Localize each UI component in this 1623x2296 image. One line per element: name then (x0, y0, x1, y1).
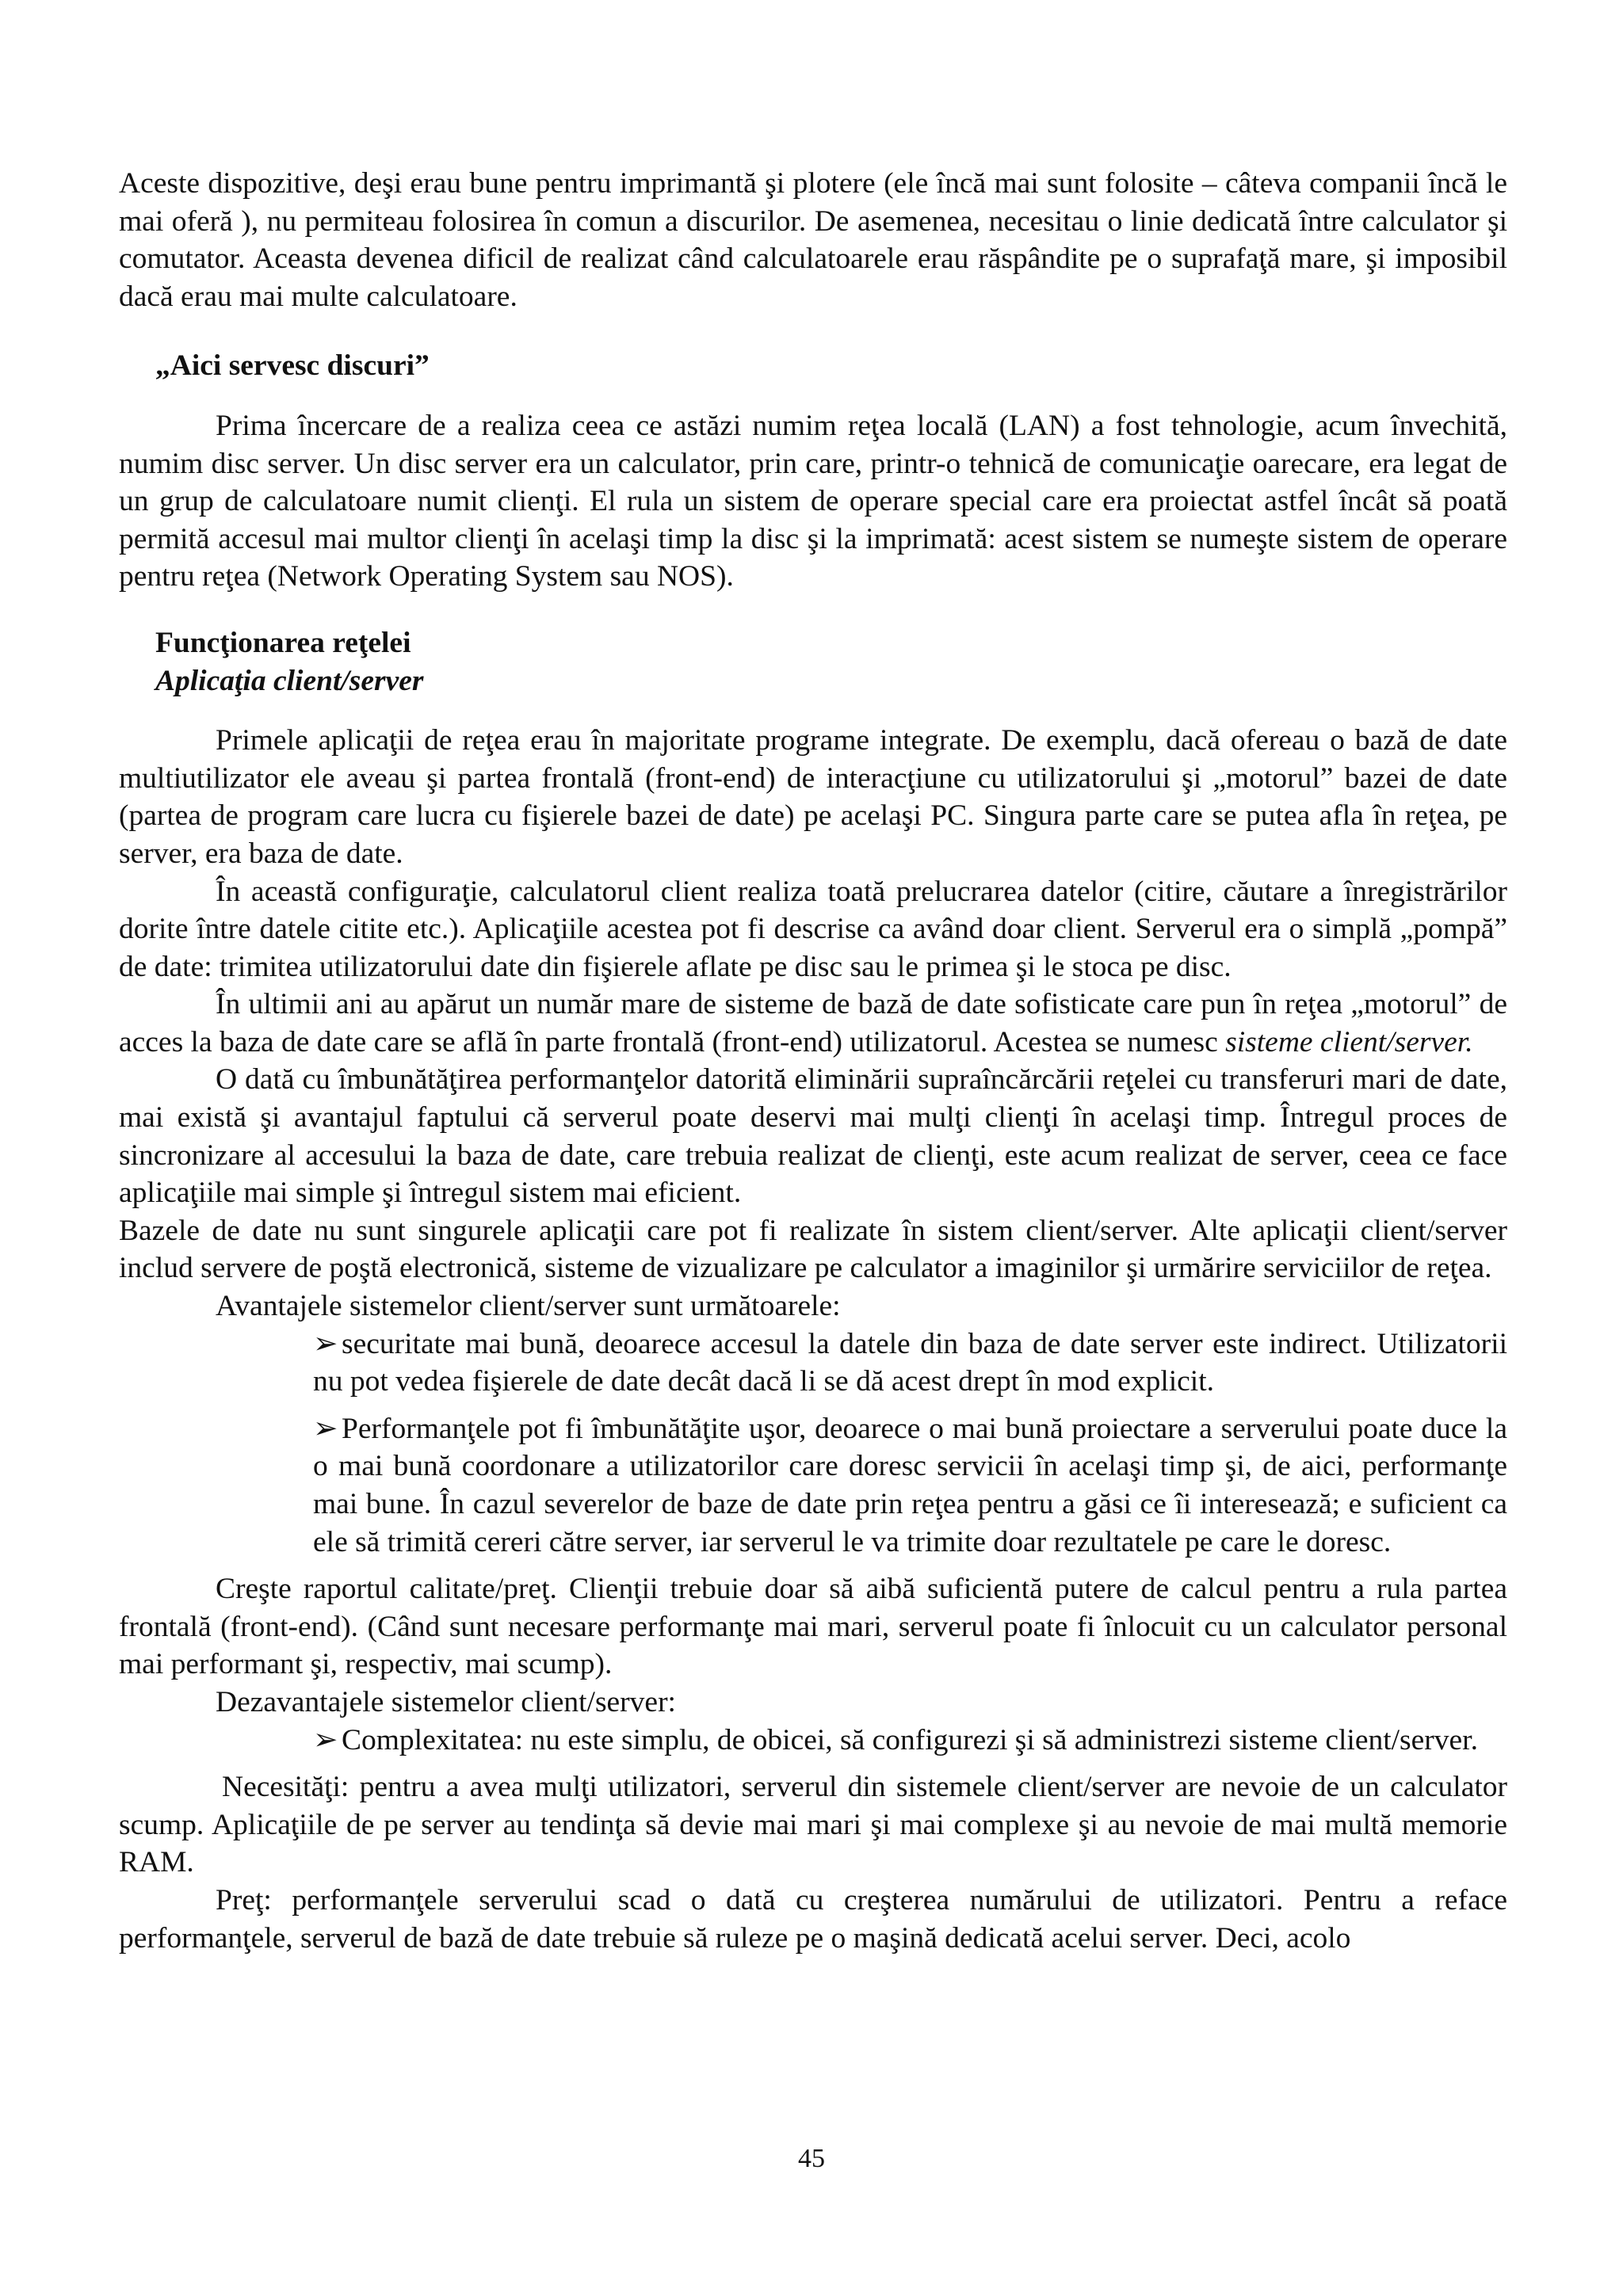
heading-disk-servers: „Aici servesc discuri” (155, 349, 430, 383)
bullet-complexity-text: Complexitatea: nu este simplu, de obicei, să configurezi şi să administrezi sisteme client/server. (342, 1723, 1478, 1756)
paragraph-advantages-intro: Avantajele sistemelor client/server sunt următoarele: (216, 1290, 841, 1323)
client-server-term: sisteme client/server. (1225, 1025, 1473, 1058)
paragraph-databases: Bazele de date nu sunt singurele aplicaţii care pot fi realizate în sistem client/server. Alte aplicaţii client/server includ servere de poştă electronică, sisteme de vizualizare pe calculator a imaginilor şi urmărire serviciilor de reţea. (119, 1214, 1507, 1285)
bullet-performance (313, 1410, 1507, 1561)
paragraph-disadvantages-intro: Dezavantajele sistemelor client/server: (216, 1685, 676, 1718)
arrow-bullet-icon: ➢ (313, 1723, 338, 1756)
bullet-security (313, 1325, 1507, 1401)
page-number: 45 (798, 2144, 825, 2173)
paragraph-necessities: Necesităţi: pentru a avea mulţi utilizatori, serverul din sistemele client/server are nevoie de un calculator scump. Aplicaţiile de pe server au tendinţa să devie mai mari şi mai complexe şi au nevoie de mai multă memorie RAM. (119, 1771, 1507, 1879)
paragraph-first-apps: Primele aplicaţii de reţea erau în majoritate programe integrate. De exemplu, dacă ofereau o bază de date multiutilizator ele aveau şi partea frontală (front-end) de interacţiune cu utilizatorului şi „motorul” bazei de date (partea de program care lucra cu fişierele bazei de date) pe acelaşi PC. Singura parte care se putea afla în reţea, pe server, era baza de date. (119, 724, 1507, 870)
arrow-bullet-icon: ➢ (313, 1412, 338, 1445)
paragraph-configuration: În această configuraţie, calculatorul client realiza toată prelucrarea datelor (citire, căutare a înregistrărilor dorite între datele citite etc.). Aplicaţiile acestea pot fi descrise ca având doar client. Serverul era o simplă „pompă” de date: trimitea utilizatorului date din fişierele aflate pe disc sau le primea şi le stoca pe disc. (119, 875, 1507, 983)
bullet-performance-text: Performanţele pot fi îmbunătăţite uşor, deoarece o mai bună proiectare a serverului poate duce la o mai bună coordonare a utilizatorilor care doresc servicii în acelaşi timp şi, de aici, performanţe mai bune. În cazul severelor de baze de date prin reţea pentru a găsi ce îi interesează; e suficient ca ele să trimită cereri către server, iar serverul le va trimite doar rezultatele pe care le doresc. (313, 1412, 1507, 1558)
heading-network-operation: Funcţionarea reţelei (155, 626, 411, 659)
document-page (119, 165, 1507, 1957)
bullet-complexity (313, 1722, 1507, 1760)
arrow-bullet-icon: ➢ (313, 1327, 338, 1360)
paragraph-devices: Aceste dispozitive, deşi erau bune pentru imprimantă şi plotere (ele încă mai sunt folosite – câteva companii încă le mai oferă ), nu permiteau folosirea în comun a discurilor. De asemenea, necesitau o linie dedicată între calculator şi comutator. Aceasta devenea dificil de realizat când calculatoarele erau răspândite pe o suprafaţă mare, şi imposibil dacă erau mai multe calculatoare. (119, 167, 1507, 313)
paragraph-disk-server: Prima încercare de a realiza ceea ce astăzi numim reţea locală (LAN) a fost tehnologie, acum învechită, numim disc server. Un disc server era un calculator, prin care, printr-o tehnică de comunicaţie oarecare, era legat de un grup de calculatoare numit clienţi. El rula un sistem de operare special care era proiectat astfel încât să poată permită accesul mai multor clienţi în acelaşi timp la disc şi la imprimată: acest sistem se numeşte sistem de operare pentru reţea (Network Operating System sau NOS). (119, 409, 1507, 593)
paragraph-recent-systems (119, 986, 1507, 1061)
paragraph-recent-systems-text: În ultimii ani au apărut un număr mare de sisteme de bază de date sofisticate care pun în reţea „motorul” de acces la baza de date care se află în parte frontală (front-end) utilizatorul. Acestea se numesc (119, 988, 1507, 1058)
paragraph-quality-price: Creşte raportul calitate/preţ. Clienţii trebuie doar să aibă suficientă putere de calcul pentru a rula partea frontală (front-end). (Când sunt necesare performanţe mai mari, serverul poate fi înlocuit cu un calculator personal mai performant şi, respectiv, mai scump). (119, 1573, 1507, 1681)
paragraph-performance: O dată cu îmbunătăţirea performanţelor datorită eliminării supraîncărcării reţelei cu transferuri mari de date, mai există şi avantajul faptului că serverul poate deservi mai mulţi clienţi în acelaşi timp. Întregul proces de sincronizare al accesului la baza de date, care trebuia realizat de clienţi, este acum realizat de server, ceea ce face aplicaţiile mai simple şi întregul sistem mai eficient. (119, 1063, 1507, 1210)
subheading-client-server: Aplicaţia client/server (155, 664, 424, 697)
paragraph-price: Preţ: performanţele serverului scad o dată cu creşterea numărului de utilizatori. Pentru a reface performanţele, serverul de bază de date trebuie să ruleze pe o maşină dedicată acelui server. Deci, acolo (119, 1883, 1507, 1955)
bullet-security-text: securitate mai bună, deoarece accesul la datele din baza de date server este indirect. Utilizatorii nu pot vedea fişierele de date decât dacă li se dă acest drept în mod explicit. (313, 1327, 1507, 1398)
